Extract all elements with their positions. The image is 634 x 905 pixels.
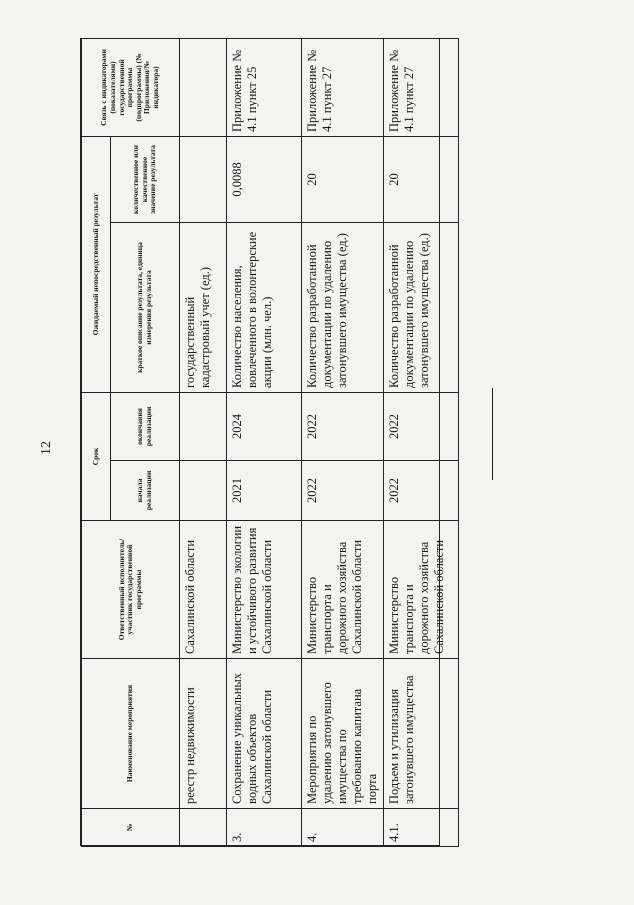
page-number: 12 xyxy=(39,441,54,455)
cell-link: Приложение № 4.1 пункт 27 xyxy=(302,38,384,136)
cell-name: Подъем и утилизация затонувшего имущества xyxy=(384,659,459,809)
cell-end xyxy=(180,392,227,460)
cell-desc: Количество населения, вовлеченного в волонтерские акции (млн. чел.) xyxy=(227,222,302,392)
cell-name: Сохранение уникальных водных объектов Сахалинской области xyxy=(227,659,302,809)
cell-link xyxy=(180,38,227,136)
cell-responsible: Министерство экологии и устойчивого развития Сахалинской области xyxy=(227,521,302,659)
cell-value: 20 xyxy=(302,136,384,222)
program-activities-table xyxy=(81,38,459,847)
table-row xyxy=(384,38,459,846)
cell-num xyxy=(180,809,227,847)
header-link: Связь с индикаторами (показателями) государственной программы (подпрограммы) (№ Приложения/№ индикатора) xyxy=(82,38,180,136)
cell-desc: Количество разработанной документации по удалению затонувшего имущества (ед.) xyxy=(384,222,459,392)
cell-link: Приложение № 4.1 пункт 25 xyxy=(227,38,302,136)
cell-value: 0,0088 xyxy=(227,136,302,222)
cell-start: 2022 xyxy=(302,461,384,521)
header-expected: Ожидаемый непосредственный результат xyxy=(82,136,111,392)
cell-responsible: Сахалинской области xyxy=(180,521,227,659)
table-row xyxy=(180,38,227,846)
cell-num: 4.1. xyxy=(384,809,459,847)
cell-value: 20 xyxy=(384,136,459,222)
table-row xyxy=(227,38,302,846)
header-term-end: окончания реализации xyxy=(111,392,180,460)
cell-responsible: Министерство транспорта и дорожного хозяйства Сахалинской области xyxy=(384,521,459,659)
table-container xyxy=(80,38,446,846)
header-expected-value: количественное или качественное значение результата xyxy=(111,136,180,222)
header-term: Срок xyxy=(82,392,111,520)
cell-num: 3. xyxy=(227,809,302,847)
header-term-start: начала реализации xyxy=(111,461,180,521)
cell-desc: государственный кадастровый учет (ед.) xyxy=(180,222,227,392)
cell-responsible: Министерство транспорта и дорожного хозяйства Сахалинской области xyxy=(302,521,384,659)
header-expected-desc: краткое описание результата, единица измерения результата xyxy=(111,222,180,392)
cell-value xyxy=(180,136,227,222)
cell-name: реестр недвижимости xyxy=(180,659,227,809)
cell-num: 4. xyxy=(302,809,384,847)
cell-start xyxy=(180,461,227,521)
cell-end: 2024 xyxy=(227,392,302,460)
cell-desc: Количество разработанной документации по удалению затонувшего имущества (ед.) xyxy=(302,222,384,392)
cell-start: 2022 xyxy=(384,461,459,521)
cell-end: 2022 xyxy=(302,392,384,460)
cell-start: 2021 xyxy=(227,461,302,521)
header-name: Наименование мероприятия xyxy=(82,659,180,809)
rotated-table xyxy=(81,39,446,847)
signature-line xyxy=(492,388,493,480)
cell-link: Приложение № 4.1 пункт 27 xyxy=(384,38,459,136)
cell-name: Мероприятия по удалению затонувшего имущества по требованию капитана порта xyxy=(302,659,384,809)
table-row xyxy=(302,38,384,846)
header-responsible: Ответственный исполнитель/участник государственной программы xyxy=(82,521,180,659)
header-num: № xyxy=(82,809,180,847)
cell-end: 2022 xyxy=(384,392,459,460)
